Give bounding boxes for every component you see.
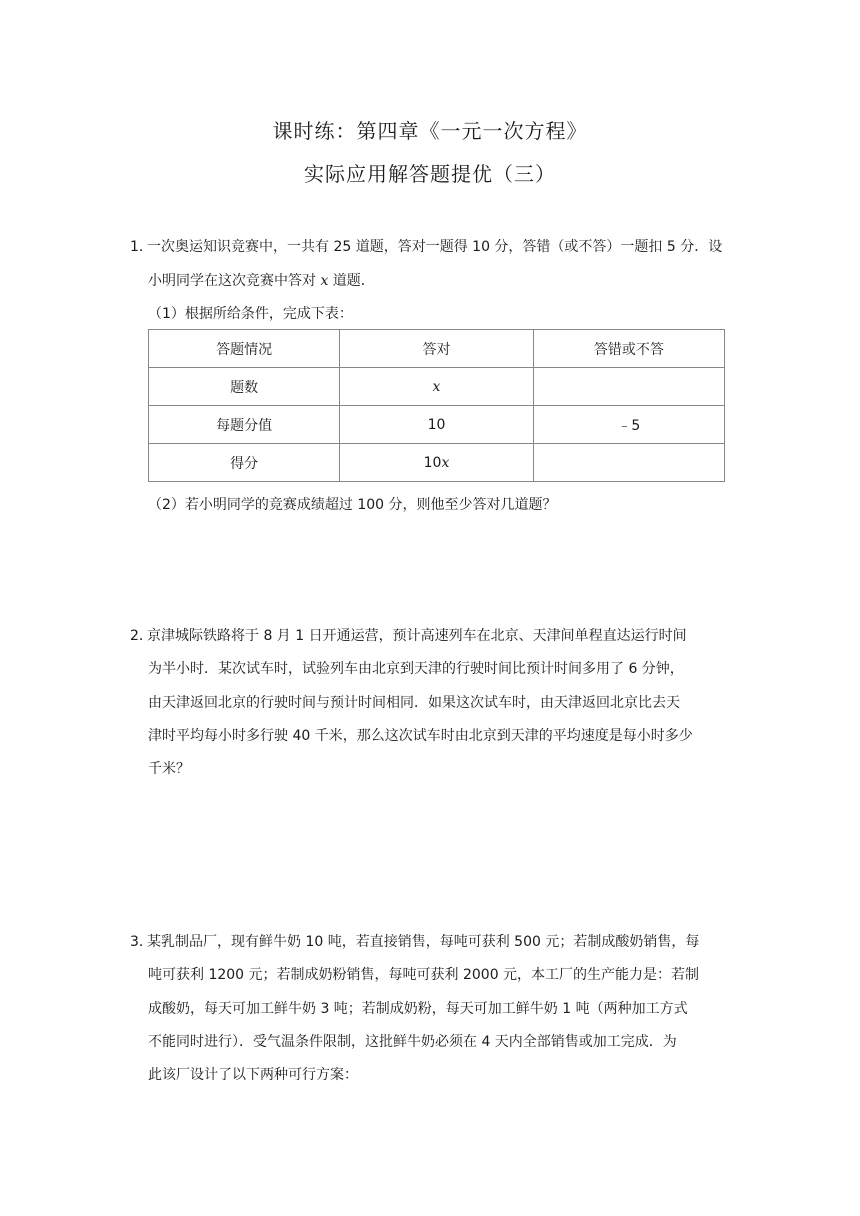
- question-2-line-2: 为半小时．某次试车时，试验列车由北京到天津的行驶时间比预计时间多用了 6 分钟，: [148, 661, 684, 677]
- question-2-line-3: 由天津返回北京的行驶时间与预计时间相同．如果这次试车时，由天津返回北京比去天: [148, 695, 680, 711]
- table-row-label: 得分: [149, 444, 340, 482]
- question-1-number: 1．: [130, 239, 153, 255]
- table-row-label: 每题分值: [149, 406, 340, 444]
- question-1-text-2a: 小明同学在这次竞赛中答对: [148, 273, 321, 289]
- question-1-line-2: [148, 270, 375, 290]
- question-2-line-1: [130, 625, 687, 645]
- table-header-cell: 答对: [340, 330, 533, 368]
- answer-table: [148, 329, 725, 482]
- question-3-line-4: 不能同时进行）．受气温条件限制，这批鲜牛奶必须在 4 天内全部销售或加工完成．为: [148, 1034, 677, 1050]
- question-1-part-2: （2）若小明同学的竞赛成绩超过 100 分，则他至少答对几道题？: [148, 497, 557, 513]
- document-title: 课时练：第四章《一元一次方程》: [272, 119, 588, 143]
- question-1-line-1: [130, 236, 722, 256]
- table-cell: x: [340, 368, 533, 406]
- table-cell: [340, 444, 533, 482]
- question-3-text-1: 某乳制品厂，现有鲜牛奶 10 吨，若直接销售，每吨可获利 500 元；若制成酸奶销售，每: [147, 934, 700, 950]
- table-header-cell: 答题情况: [149, 330, 340, 368]
- question-3-line-1: [130, 931, 699, 951]
- table-row: [149, 406, 725, 444]
- question-2-text-1: 京津城际铁路将于 8 月 1 日开通运营，预计高速列车在北京、天津间单程直达运行时间: [147, 628, 687, 644]
- question-3-number: 3．: [130, 934, 153, 950]
- variable-x: x: [441, 454, 450, 471]
- table-cell: 10: [340, 406, 533, 444]
- question-2-line-4: 津时平均每小时多行驶 40 千米，那么这次试车时由北京到天津的平均速度是每小时多少: [148, 728, 693, 744]
- question-2-number: 2．: [130, 628, 153, 644]
- question-1-part-1: （1）根据所给条件，完成下表：: [148, 306, 353, 322]
- table-cell-coefficient: 10: [423, 454, 442, 471]
- question-3-line-5: 此该厂设计了以下两种可行方案：: [148, 1067, 358, 1083]
- table-row-label: 题数: [149, 368, 340, 406]
- table-row: [149, 368, 725, 406]
- question-3-line-3: 成酸奶，每天可加工鲜牛奶 3 吨；若制成奶粉，每天可加工鲜牛奶 1 吨（两种加工方式: [148, 1001, 688, 1017]
- table-row: [149, 444, 725, 482]
- question-1-text-1: 一次奥运知识竞赛中，一共有 25 道题，答对一题得 10 分，答错（或不答）一题扣 5 分．设: [147, 239, 723, 255]
- question-2-line-5: 千米？: [148, 761, 190, 777]
- table-cell-blank: [533, 444, 724, 482]
- variable-x: x: [320, 273, 329, 289]
- document-subtitle: 实际应用解答题提优（三）: [304, 162, 556, 186]
- table-cell-blank: [533, 368, 724, 406]
- table-cell: ﹣5: [533, 406, 724, 444]
- table-header-cell: 答错或不答: [533, 330, 724, 368]
- table-header-row: [149, 330, 725, 368]
- question-3-line-2: 吨可获利 1200 元；若制成奶粉销售，每吨可获利 2000 元，本工厂的生产能力是：若制: [148, 967, 700, 983]
- question-1-text-2b: 道题．: [328, 273, 375, 289]
